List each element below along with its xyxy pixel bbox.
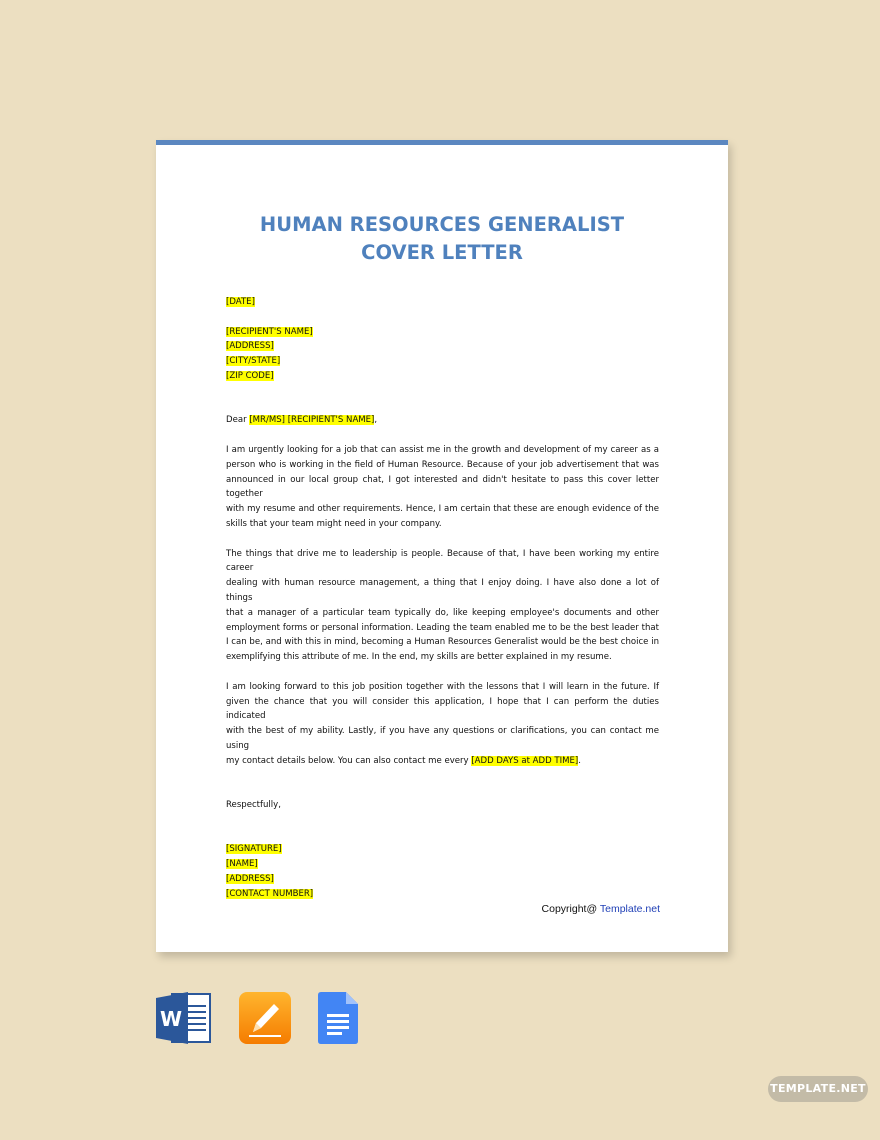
pages-icon[interactable]	[239, 992, 291, 1049]
paragraph-1	[226, 443, 659, 532]
paragraph-2-line: employment forms or personal information. Leading the team enabled me to be the best leader that	[226, 622, 659, 633]
google-docs-icon[interactable]	[318, 992, 358, 1049]
svg-text:W: W	[159, 1007, 183, 1031]
paragraph-3-line: given the chance that you will consider this application, I hope that I can perform the duties indicated	[226, 696, 659, 722]
paragraph-2-line: exemplifying this attribute of me. In the end, my skills are better explained in my resume.	[226, 652, 612, 663]
copyright-notice: Copyright@ Template.net	[541, 903, 660, 915]
letter-page	[156, 140, 728, 952]
paragraph-2	[226, 547, 659, 665]
city-state-placeholder: [CITY/STATE]	[226, 356, 281, 367]
paragraph-2-line: dealing with human resource management, a thing that I enjoy doing. I have also done a lot of things	[226, 578, 659, 603]
letter-body	[226, 295, 659, 902]
recipient-name-placeholder: [RECIPIENT'S NAME]	[226, 326, 313, 337]
signature-placeholder: [SIGNATURE]	[226, 844, 282, 855]
date-placeholder: [DATE]	[226, 297, 255, 307]
paragraph-3	[226, 680, 659, 769]
word-icon[interactable]	[156, 992, 212, 1049]
paragraph-3-line: I am looking forward to this job position together with the lessons that I will learn in the future. If	[226, 681, 659, 692]
paragraph-3-line: with the best of my ability. Lastly, if you have any questions or clarifications, you can contact me using	[226, 726, 659, 751]
zip-code-placeholder: [ZIP CODE]	[226, 370, 274, 381]
paragraph-3-last-line: my contact details below. You can also contact me every [ADD DAYS at ADD TIME].	[226, 755, 581, 766]
letter-title	[156, 211, 728, 267]
template-net-badge[interactable]: TEMPLATE.NET	[768, 1076, 868, 1102]
contact-number-placeholder: [CONTACT NUMBER]	[226, 888, 314, 899]
paragraph-1-line: with my resume and other requirements. Hence, I am certain that these are enough evidence of the	[226, 504, 659, 515]
sender-address-placeholder: [ADDRESS]	[226, 874, 274, 885]
paragraph-1-line: skills that your team might need in your company.	[226, 518, 442, 529]
salutation: Dear [MR/MS] [RECIPIENT'S NAME],	[226, 415, 378, 426]
paragraph-1-line: I am urgently looking for a job that can assist me in the growth and development of my career as a	[226, 444, 659, 455]
paragraph-2-line: The things that drive me to leadership is people. Because of that, I have been working my entire career	[226, 548, 659, 574]
title-line-1: HUMAN RESOURCES GENERALIST	[259, 213, 625, 236]
template-net-link[interactable]: Template.net	[599, 903, 660, 915]
salutation-name-placeholder: [RECIPIENT'S NAME]	[287, 415, 375, 426]
paragraph-1-line: person who is working in the field of Human Resource. Because of your job advertisement that was	[226, 459, 659, 470]
title-line-2: COVER LETTER	[361, 241, 523, 264]
address-placeholder: [ADDRESS]	[226, 341, 274, 352]
closing: Respectfully,	[226, 800, 281, 811]
contact-time-placeholder: [ADD DAYS at ADD TIME]	[471, 755, 579, 766]
salutation-title-placeholder: [MR/MS]	[249, 415, 285, 426]
paragraph-2-line: I can be, and with this in mind, becoming a Human Resources Generalist would be the best choice in	[226, 637, 659, 648]
paragraph-1-line: announced in our local group chat, I got interested and didn't hesitate to pass this cover letter together	[226, 474, 659, 500]
paragraph-2-line: that a manager of a particular team typically do, like keeping employee's documents and other	[226, 607, 659, 618]
name-placeholder: [NAME]	[226, 859, 258, 870]
